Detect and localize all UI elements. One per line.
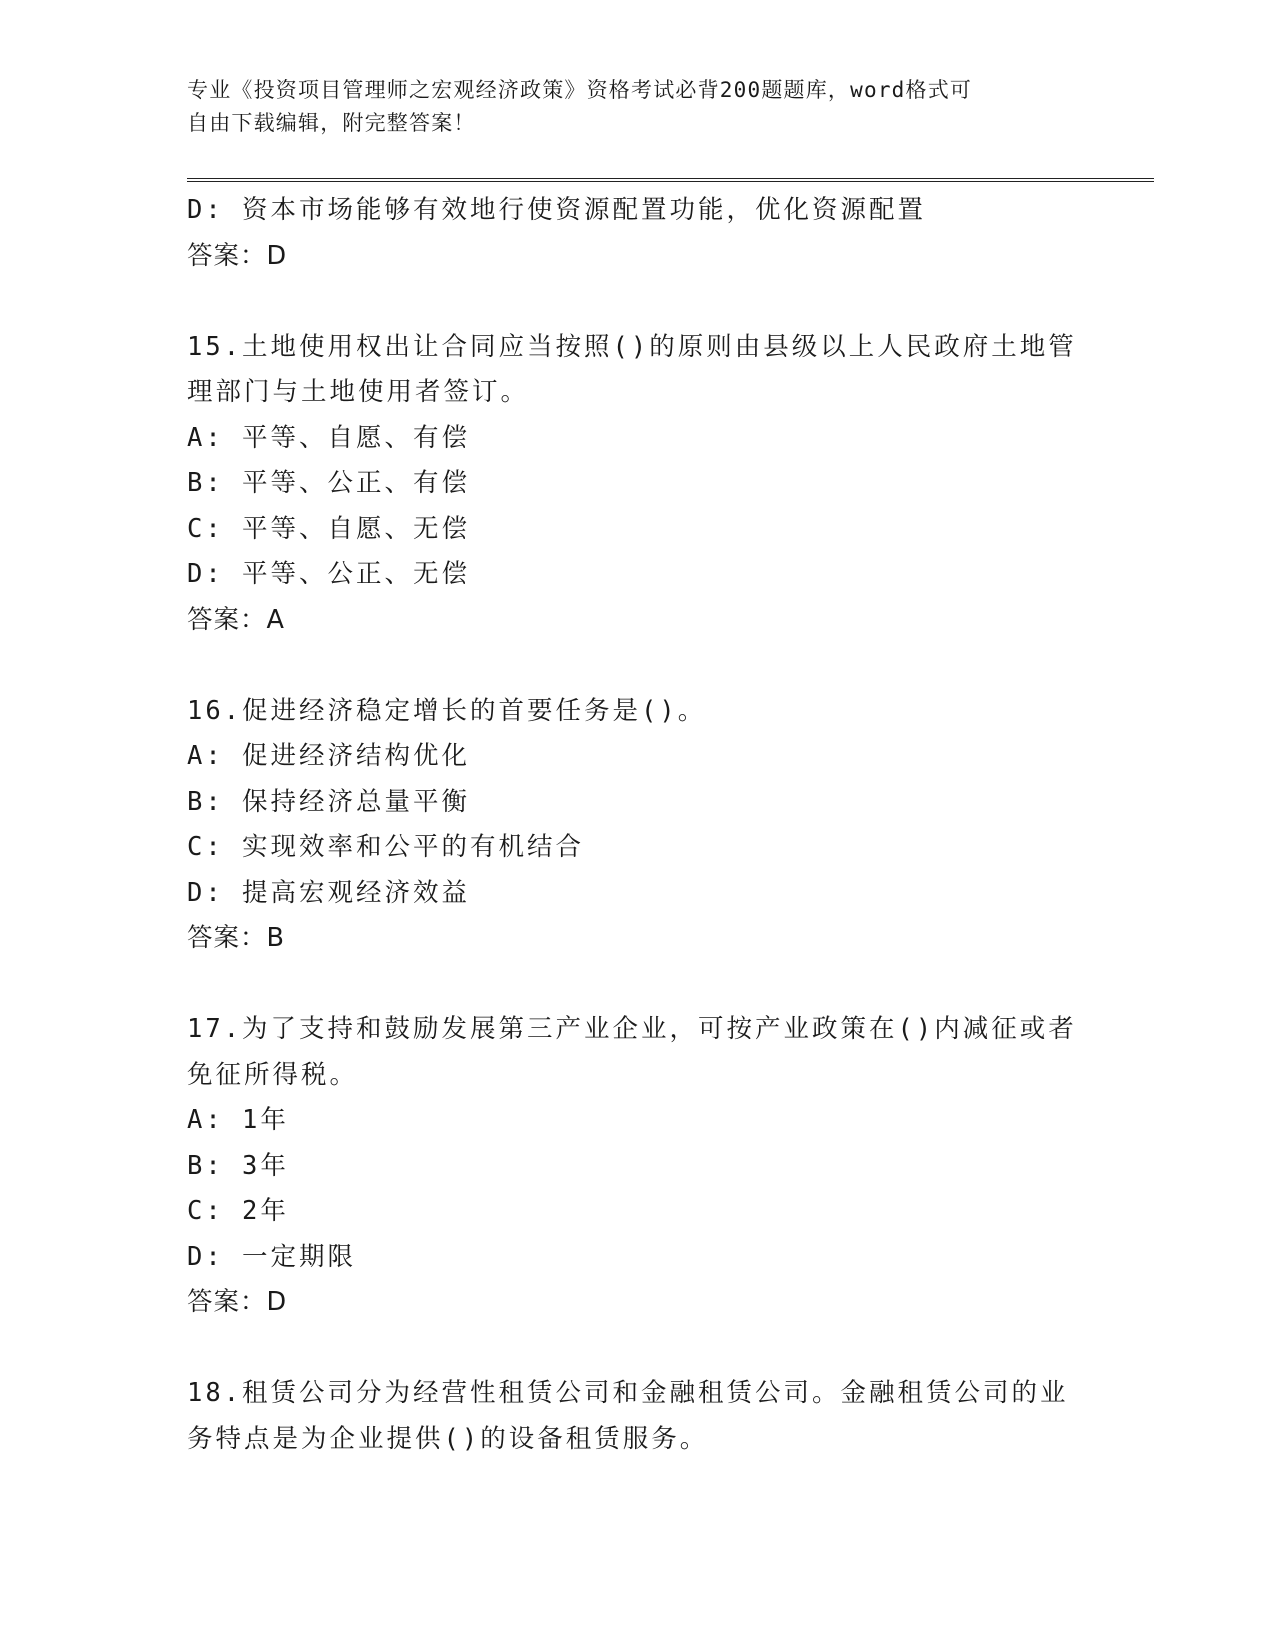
spacer xyxy=(187,962,1087,1008)
question-text-line-2: 免征所得税。 xyxy=(187,1059,359,1090)
question-block-prev xyxy=(187,188,1087,279)
question-text-line-1: 17.为了支持和鼓励发展第三产业企业，可按产业政策在()内减征或者 xyxy=(187,1014,1077,1044)
page-header xyxy=(187,74,1067,140)
question-block-18 xyxy=(187,1371,1087,1462)
question-text-line-2: 务特点是为企业提供()的设备租赁服务。 xyxy=(187,1423,709,1454)
spacer xyxy=(187,279,1087,325)
question-text-line-1: 15.土地使用权出让合同应当按照()的原则由县级以上人民政府土地管 xyxy=(187,331,1077,362)
option-c: C: 平等、自愿、无偿 xyxy=(187,513,471,544)
question-block-16 xyxy=(187,689,1087,962)
question-block-15 xyxy=(187,325,1087,644)
answer-line: 答案：B xyxy=(187,923,285,953)
option-d: D: 提高宏观经济效益 xyxy=(187,877,471,908)
question-list xyxy=(187,188,1087,1462)
answer-line: 答案：A xyxy=(187,604,285,635)
option-a: A: 平等、自愿、有偿 xyxy=(187,422,471,453)
option-a: A: 促进经济结构优化 xyxy=(187,741,471,771)
spacer xyxy=(187,643,1087,689)
option-d: D: 一定期限 xyxy=(187,1241,357,1272)
spacer xyxy=(187,1326,1087,1372)
question-block-17 xyxy=(187,1007,1087,1326)
question-text-line-1: 16.促进经济稳定增长的首要任务是()。 xyxy=(187,695,707,726)
option-d: D: 平等、公正、无偿 xyxy=(187,559,471,589)
header-title-line-2: 自由下载编辑，附完整答案！ xyxy=(187,111,476,135)
option-b: B: 3年 xyxy=(187,1150,289,1181)
question-text-line-2: 理部门与土地使用者签订。 xyxy=(187,377,530,407)
answer-line: 答案：D xyxy=(187,240,288,271)
header-title-line-1: 专业《投资项目管理师之宏观经济政策》资格考试必背200题题库，word格式可 xyxy=(187,78,973,102)
question-text-line-1: 18.租赁公司分为经营性租赁公司和金融租赁公司。金融租赁公司的业 xyxy=(187,1378,1069,1408)
option-d: D: 资本市场能够有效地行使资源配置功能，优化资源配置 xyxy=(187,195,927,225)
header-divider xyxy=(187,178,1154,182)
option-b: B: 平等、公正、有偿 xyxy=(187,468,471,498)
option-a: A: 1年 xyxy=(187,1105,289,1135)
option-b: B: 保持经济总量平衡 xyxy=(187,786,471,817)
answer-line: 答案：D xyxy=(187,1287,288,1317)
option-c: C: 实现效率和公平的有机结合 xyxy=(187,832,585,862)
option-c: C: 2年 xyxy=(187,1196,289,1226)
